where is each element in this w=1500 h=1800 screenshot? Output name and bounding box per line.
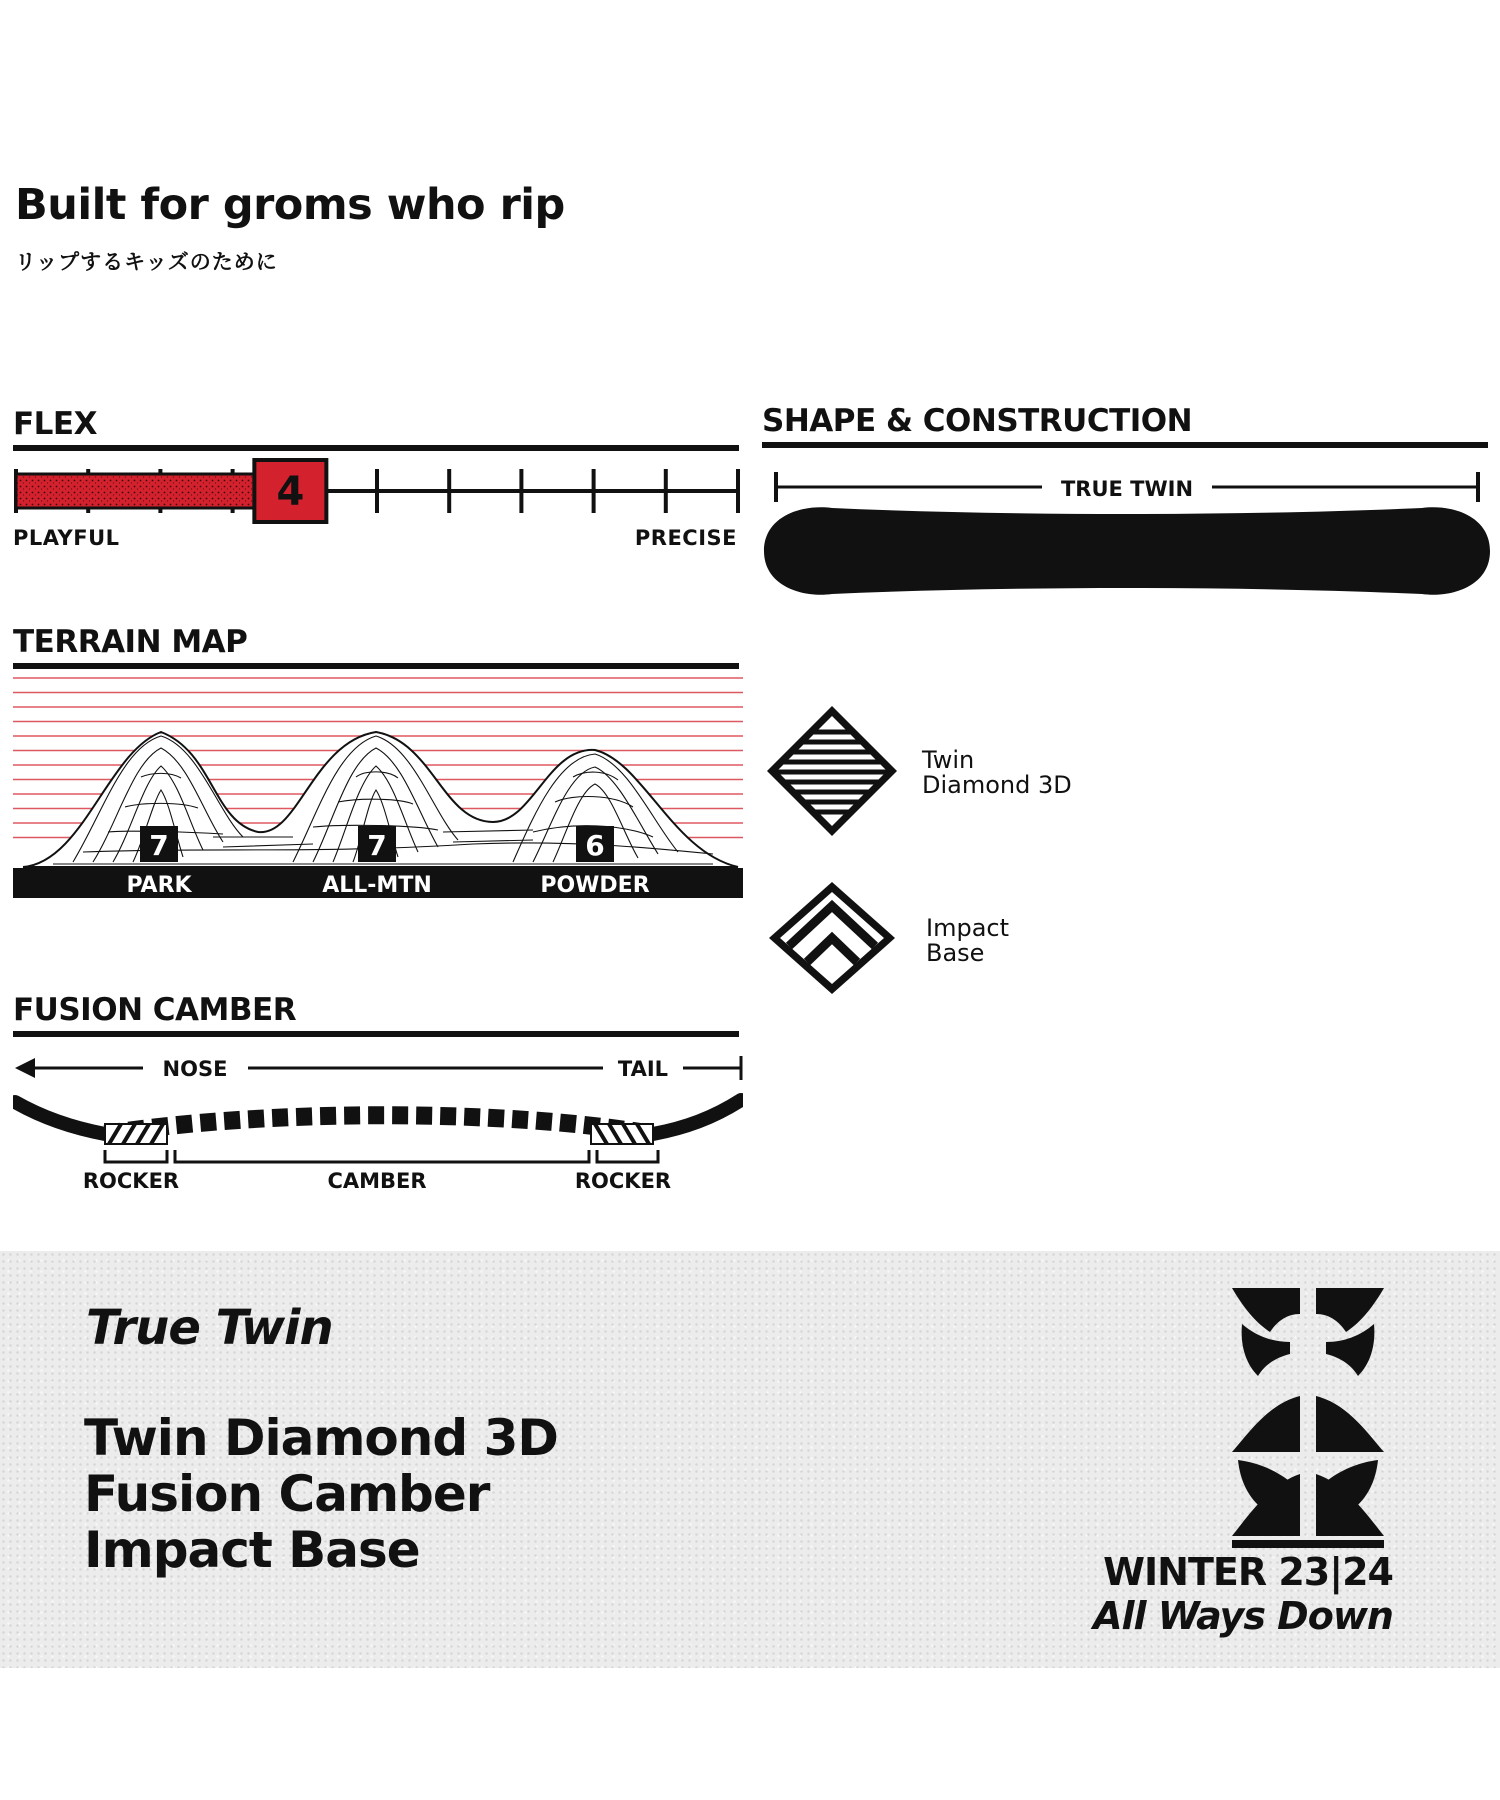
shape-rule xyxy=(762,442,1488,448)
season-block xyxy=(993,1550,1393,1638)
flex-left-label: PLAYFUL xyxy=(13,526,120,550)
terrain-score: 6 xyxy=(585,829,605,862)
nose-label: NOSE xyxy=(162,1057,228,1081)
flex-fill-bar xyxy=(16,474,254,508)
terrain-label: POWDER xyxy=(540,873,650,898)
shape-label: TRUE TWIN xyxy=(1060,477,1194,501)
camber-rule xyxy=(13,1031,739,1037)
board-shape-graphic xyxy=(762,466,1492,636)
terrain-score: 7 xyxy=(367,829,387,862)
terrain-title: TERRAIN MAP xyxy=(13,624,248,660)
twin-diamond-3d-icon xyxy=(763,702,901,840)
feature-twin-diamond-label: Twin Diamond 3D xyxy=(922,746,1072,799)
summary-tech-item: Fusion Camber xyxy=(84,1465,490,1523)
zone-label-rocker-left: ROCKER xyxy=(82,1169,180,1190)
summary-tech-item: Twin Diamond 3D xyxy=(84,1409,558,1467)
terrain-label: ALL-MTN xyxy=(322,873,432,898)
camber-diagram xyxy=(13,1050,743,1190)
terrain-rule xyxy=(13,663,739,669)
brand-wing-logo-icon xyxy=(1228,1284,1388,1550)
nose-arrow-icon xyxy=(15,1058,35,1078)
terrain-score: 7 xyxy=(149,829,169,862)
season-tagline: All Ways Down xyxy=(1093,1594,1393,1638)
season-label: WINTER 23|24 xyxy=(1103,1550,1393,1594)
camber-title: FUSION CAMBER xyxy=(13,992,297,1028)
flex-right-label: PRECISE xyxy=(634,526,737,550)
flex-scale xyxy=(13,455,743,535)
summary-shape: True Twin xyxy=(86,1300,333,1356)
flex-title: FLEX xyxy=(13,406,98,442)
summary-tech-item: Impact Base xyxy=(84,1521,420,1579)
flex-rule xyxy=(13,445,739,451)
tail-label: TAIL xyxy=(617,1057,669,1081)
impact-base-icon xyxy=(763,878,901,998)
terrain-graphic xyxy=(13,672,743,902)
summary-tech-list xyxy=(84,1410,558,1578)
zone-label-rocker-right: ROCKER xyxy=(574,1169,672,1190)
feature-impact-base-label: Impact Base xyxy=(926,914,1010,967)
terrain-label: PARK xyxy=(126,873,192,898)
page-subtitle-jp: リップするキッズのために xyxy=(15,250,278,274)
snowboard-silhouette xyxy=(764,507,1490,594)
zone-label-camber: CAMBER xyxy=(327,1169,427,1190)
shape-title: SHAPE & CONSTRUCTION xyxy=(762,403,1193,439)
flex-value: 4 xyxy=(276,469,305,515)
page-title: Built for groms who rip xyxy=(15,180,565,230)
